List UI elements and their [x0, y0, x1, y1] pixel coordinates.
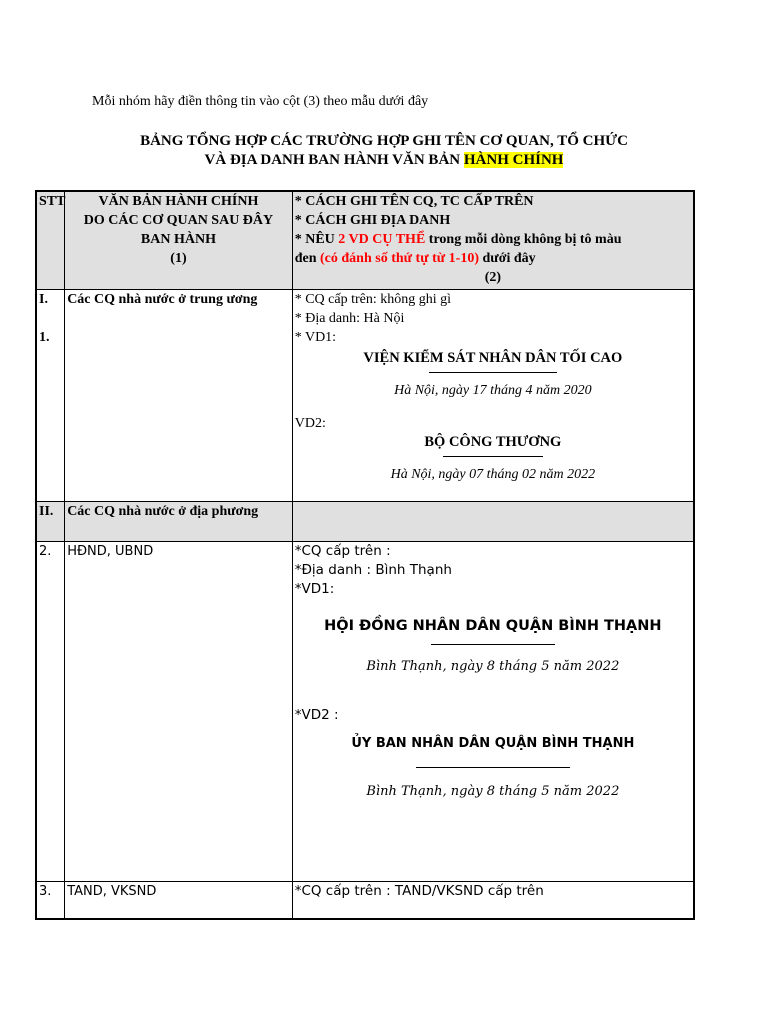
- row3-content[interactable]: *CQ cấp trên : TAND/VKSND cấp trên: [292, 881, 694, 919]
- vd1-org-name: VIỆN KIỂM SÁT NHÂN DÂN TỐI CAO: [363, 349, 623, 366]
- row2: [36, 541, 694, 881]
- section1-row: [36, 289, 694, 501]
- header-col2: * CÁCH GHI TÊN CQ, TC CẤP TRÊN * CÁCH GHI ĐỊA DANH * NÊU 2 VD CỤ THỂ trong mỗi dòng không bị tô màu đen (có đánh số thứ tự từ 1-10) dưới đây (2): [292, 191, 694, 289]
- vd2-org-name: BỘ CÔNG THƯƠNG: [424, 433, 562, 450]
- header-row: [36, 191, 694, 289]
- vd1-date: Hà Nội, ngày 17 tháng 4 năm 2020: [394, 382, 592, 398]
- section2-content: [292, 501, 694, 541]
- row2-vd1-date: Bình Thạnh, ngày 8 tháng 5 năm 2022: [366, 658, 620, 674]
- section2-row: [36, 501, 694, 541]
- header-stt: STT: [36, 191, 65, 289]
- divider-line: [443, 456, 543, 457]
- divider-line: [429, 372, 557, 373]
- row3-label: TAND, VKSND: [65, 881, 293, 919]
- section1-content[interactable]: * CQ cấp trên: không ghi gì * Địa danh: Hà Nội * VD1: VIỆN KIỂM SÁT NHÂN DÂN TỐI CAO Hà Nội, ngày 17 tháng 4 năm 2020 VD2: BỘ CÔNG THƯƠNG Hà Nội, ngày 07 tháng 02 năm 2022: [292, 289, 694, 501]
- title-highlight: HÀNH CHÍNH: [463, 152, 564, 168]
- row2-vd2-date: Bình Thạnh, ngày 8 tháng 5 năm 2022: [366, 783, 620, 799]
- section2-label: Các CQ nhà nước ở địa phương: [65, 501, 293, 541]
- summary-table: [35, 190, 695, 920]
- row2-stt: 2.: [36, 541, 65, 881]
- divider-line: [416, 767, 570, 768]
- document-title-line1: BẢNG TỔNG HỢP CÁC TRƯỜNG HỢP GHI TÊN CƠ QUAN, TỔ CHỨC: [140, 133, 628, 149]
- row2-content[interactable]: *CQ cấp trên : *Địa danh : Bình Thạnh *VD1: HỘI ĐỒNG NHÂN DÂN QUẬN BÌNH THẠNH Bình Thạnh, ngày 8 tháng 5 năm 2022 *VD2 : ỦY BAN NHÂN DÂN QUẬN BÌNH THẠNH Bình Thạnh, ngày 8 tháng 5 năm 2022: [292, 541, 694, 881]
- section1-label: Các CQ nhà nước ở trung ương: [65, 289, 293, 501]
- vd2-date: Hà Nội, ngày 07 tháng 02 năm 2022: [390, 466, 596, 482]
- intro-text: Mỗi nhóm hãy điền thông tin vào cột (3) theo mẫu dưới đây: [92, 94, 429, 109]
- header-col1: VĂN BẢN HÀNH CHÍNH DO CÁC CƠ QUAN SAU ĐÂY BAN HÀNH (1): [65, 191, 293, 289]
- row3-stt: 3.: [36, 881, 65, 919]
- title-line2-prefix: VÀ ĐỊA DANH BAN HÀNH VĂN BẢN: [204, 152, 464, 168]
- row2-label: HĐND, UBND: [65, 541, 293, 881]
- divider-line: [431, 644, 555, 645]
- row2-vd1-org: HỘI ĐỒNG NHÂN DÂN QUẬN BÌNH THẠNH: [324, 617, 662, 634]
- section1-stt: I. 1.: [36, 289, 65, 501]
- document-title-line2: [0, 152, 768, 169]
- row3: [36, 881, 694, 919]
- section2-stt: II.: [36, 501, 65, 541]
- row2-vd2-org: ỦY BAN NHÂN DÂN QUẬN BÌNH THẠNH: [351, 735, 635, 751]
